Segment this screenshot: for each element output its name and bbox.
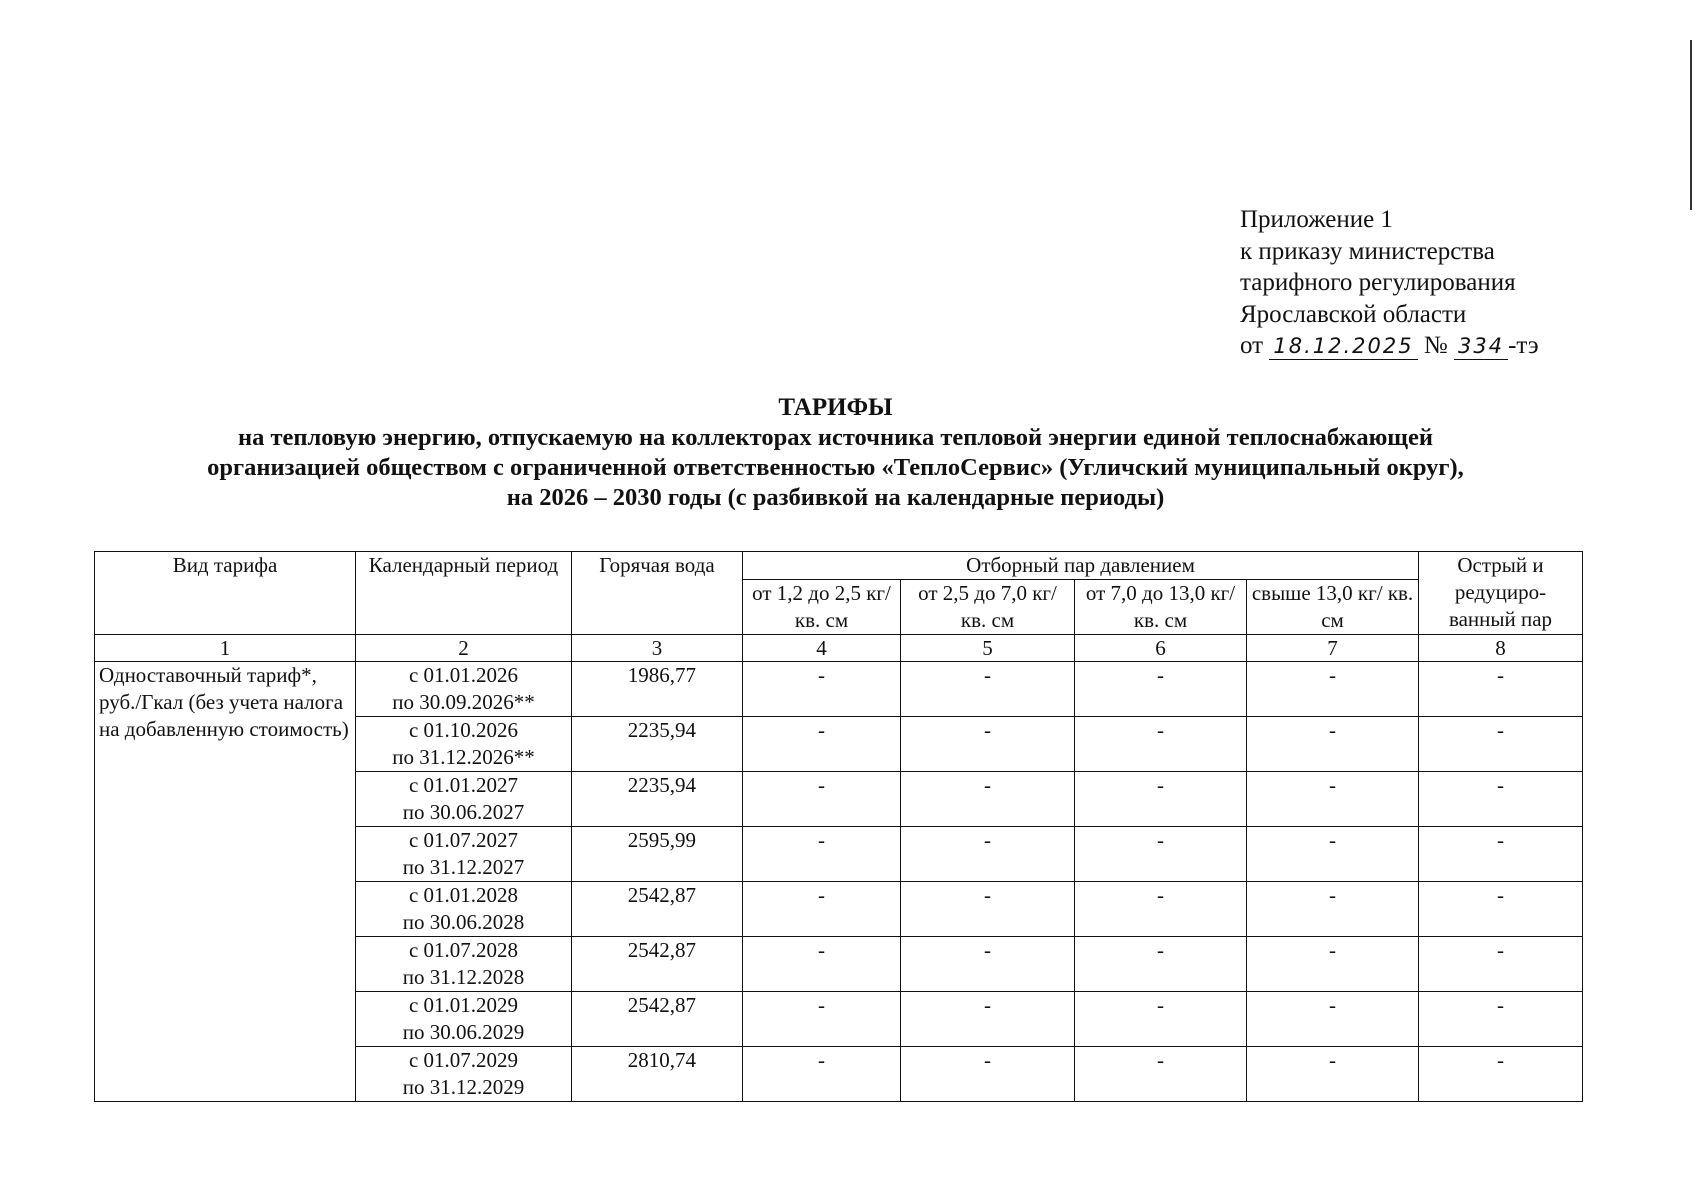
empty-value-dash: - [743,882,901,937]
period-from: с 01.10.2026 [408,718,519,742]
empty-value-dash: - [1419,827,1583,882]
empty-value-dash: - [901,717,1075,772]
header-row [95,552,1583,580]
order-date: 18.12.2025 [1269,333,1417,360]
empty-value-dash: - [1419,717,1583,772]
header-steam-group: Отборный пар давлением [743,552,1419,580]
header-period: Календарный период [356,552,572,635]
hot-water-value: 2810,74 [572,1047,743,1102]
empty-value-dash: - [1075,882,1247,937]
empty-value-dash: - [1247,992,1419,1047]
empty-value-dash: - [743,992,901,1047]
empty-value-dash: - [1247,662,1419,717]
header-steam-4: свыше 13,0 кг/ кв. см [1247,580,1419,635]
hot-water-value: 1986,77 [572,662,743,717]
column-number: 5 [901,635,1075,662]
heading-line: организацией обществом с ограниченной ответственностью «ТеплоСервис» (Угличский муниципальный округ), [207,454,1464,481]
period-cell [356,937,572,992]
period-cell [356,992,572,1047]
period-from: с 01.07.2029 [408,1048,519,1072]
number-prefix: № [1423,332,1448,359]
empty-value-dash: - [1075,827,1247,882]
empty-value-dash: - [1247,717,1419,772]
appendix-line: к приказу министерства [1240,237,1495,265]
empty-value-dash: - [1247,772,1419,827]
empty-value-dash: - [901,1047,1075,1102]
period-from: с 01.01.2027 [408,773,519,797]
empty-value-dash: - [1247,1047,1419,1102]
period-to: по 31.12.2027 [402,855,525,879]
period-to: по 30.06.2028 [402,910,525,934]
header-tariff-type: Вид тарифа [95,552,356,635]
period-from: с 01.01.2028 [408,883,519,907]
period-to: по 31.12.2026** [392,745,535,769]
empty-value-dash: - [1075,992,1247,1047]
empty-value-dash: - [1419,937,1583,992]
period-cell [356,662,572,717]
tariff-table [94,551,1583,1102]
period-cell [356,772,572,827]
empty-value-dash: - [1419,1047,1583,1102]
period-from: с 01.07.2027 [408,828,519,852]
hot-water-value: 2542,87 [572,992,743,1047]
empty-value-dash: - [1247,937,1419,992]
period-to: по 31.12.2028 [402,965,525,989]
column-number-row [95,635,1583,662]
heading-line: на тепловую энергию, отпускаемую на коллекторах источника тепловой энергии единой теплоснабжающей [238,424,1433,451]
empty-value-dash: - [1075,1047,1247,1102]
hot-water-value: 2235,94 [572,717,743,772]
empty-value-dash: - [743,827,901,882]
header-hot-water: Горячая вода [572,552,743,635]
appendix-line: тарифного регулирования [1240,269,1516,296]
empty-value-dash: - [901,882,1075,937]
column-number: 2 [356,635,572,662]
period-from: с 01.01.2029 [408,993,519,1017]
appendix-line: Ярославской области [1240,300,1467,328]
empty-value-dash: - [743,937,901,992]
empty-value-dash: - [1419,992,1583,1047]
column-number: 8 [1419,635,1583,662]
document-heading [0,393,1671,513]
hot-water-value: 2542,87 [572,937,743,992]
heading-line: на 2026 – 2030 годы (с разбивкой на календарные периоды) [506,484,1165,511]
scan-edge-mark [1690,40,1692,210]
period-cell [356,882,572,937]
header-steam-2: от 2,5 до 7,0 кг/ кв. см [901,580,1075,635]
document-title: ТАРИФЫ [778,394,893,421]
appendix-line: Приложение 1 [1240,206,1393,233]
period-cell [356,717,572,772]
header-steam-3: от 7,0 до 13,0 кг/ кв. см [1075,580,1247,635]
empty-value-dash: - [743,717,901,772]
hot-water-value: 2235,94 [572,772,743,827]
period-to: по 31.12.2029 [402,1075,525,1099]
period-to: по 30.09.2026** [392,690,535,714]
period-to: по 30.06.2029 [402,1020,525,1044]
header-steam-1: от 1,2 до 2,5 кг/ кв. см [743,580,901,635]
hot-water-value: 2595,99 [572,827,743,882]
appendix-date-line [1240,330,1539,362]
hot-water-value: 2542,87 [572,882,743,937]
period-from: с 01.07.2028 [408,938,519,962]
tariff-type-cell: Одноставочный тариф*, руб./Гкал (без учета налога на добавленную стоимость) [95,662,356,1102]
empty-value-dash: - [743,1047,901,1102]
period-from: с 01.01.2026 [408,663,519,687]
empty-value-dash: - [1419,882,1583,937]
empty-value-dash: - [901,827,1075,882]
order-number: 334 [1454,333,1508,360]
empty-value-dash: - [1247,882,1419,937]
column-number: 7 [1247,635,1419,662]
empty-value-dash: - [901,662,1075,717]
table-row [95,662,1583,717]
empty-value-dash: - [1419,662,1583,717]
empty-value-dash: - [901,772,1075,827]
empty-value-dash: - [1419,772,1583,827]
empty-value-dash: - [1075,717,1247,772]
empty-value-dash: - [743,662,901,717]
empty-value-dash: - [901,992,1075,1047]
column-number: 3 [572,635,743,662]
empty-value-dash: - [1075,937,1247,992]
header-reduced-steam: Острый и редуциро-ванный пар [1419,552,1583,635]
empty-value-dash: - [743,772,901,827]
period-cell [356,1047,572,1102]
empty-value-dash: - [901,937,1075,992]
period-cell [356,827,572,882]
period-to: по 30.06.2027 [402,800,525,824]
column-number: 1 [95,635,356,662]
column-number: 6 [1075,635,1247,662]
empty-value-dash: - [1075,772,1247,827]
number-suffix: -тэ [1508,332,1539,359]
date-prefix: от [1240,332,1264,359]
empty-value-dash: - [1075,662,1247,717]
column-number: 4 [743,635,901,662]
appendix-block [1240,204,1539,362]
empty-value-dash: - [1247,827,1419,882]
